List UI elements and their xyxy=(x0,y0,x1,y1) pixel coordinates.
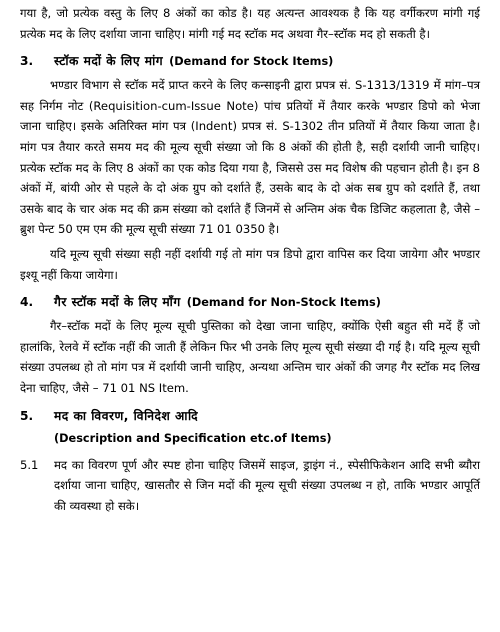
section-5-1-item xyxy=(20,455,480,517)
section-4-heading xyxy=(20,291,480,314)
section-3-heading xyxy=(20,50,480,73)
section-5-1-number: 5.1 xyxy=(20,457,39,472)
section-5-1-text: मद का विवरण पूर्ण और स्पष्ट होना चाहिए जिसमें साइज, ड्राइंग नं., स्पेसीफिकेशन आदि सभी ब्यौरा दर्शाया जाना चाहिए, खासतौर से जिन मदों की मूल्य सूची संख्या उपलब्ध न हो, ताकि भण्डार आपूर्ति की व्यवस्था हो सके। xyxy=(54,457,480,513)
intro-paragraph: गया है, जो प्रत्येक वस्तु के लिए 8 अंकों का कोड है। यह अत्यन्त आवश्यक है कि यह वर्गीकरण मांगी गई प्रत्येक मद के लिए दर्शाया जाना चाहिए। मांगी गई मद स्टॉक मद अथवा गैर–स्टॉक मद हो सकती है। xyxy=(20,6,480,41)
section-3-paragraph-1: भण्डार विभाग से स्टॉक मदें प्राप्त करने के लिए कन्साइनी द्वारा प्रपत्र सं. S-1313/1319 में मांग–पत्र सह निर्गम नोट (Requisition-cum-Issue Note) पांच प्रतियों में तैयार करके भण्डार डिपो को भेजा जाना चाहिए। इसके अतिरिक्त मांग पत्र (Indent) प्रपत्र सं. S-1302 तीन प्रतियों में तैयार किया जाता है। मांग पत्र तैयार करते समय मद की मूल्य सूची संख्या जो कि 8 अंकों की होती है, सही दर्शायी जानी चाहिए। प्रत्येक स्टॉक मद के लिए 8 अंकों का एक कोड दिया गया है, जिससे उस मद विशेष की पहचान होती है। इन 8 अंकों में, बांयी ओर से पहले के दो अंक ग्रुप को दर्शाते हैं, उसके बाद के दो अंक सब ग्रुप को दर्शाते हैं, तथा उसके बाद के चार अंक मद की क्रम संख्या को दर्शाते हैं जिनमें से अन्तिम अंक चैक डिजिट कहलाता है, जैसे – ब्रुश पेन्ट 50 एम एम की मूल्य सूची संख्या 71 01 0350 है। xyxy=(20,78,480,237)
section-4-paragraph-1: गैर–स्टॉक मदों के लिए मूल्य सूची पुस्तिका को देखा जाना चाहिए, क्योंकि ऐसी बहुत सी मदें हैं जो हालांकि, रेलवे में स्टॉक नहीं की जाती हैं लेकिन फिर भी उनके लिए मूल्य सूची संख्या दी गई है। यदि मूल्य सूची संख्या उपलब्ध हो तो मांग पत्र में दर्शायी जानी चाहिए, अन्यथा अन्तिम चार अंकों की जगह गैर स्टॉक मद लिख देना चाहिए, जैसे – 71 01 NS Item. xyxy=(20,319,480,395)
section-5-number: 5. xyxy=(20,408,34,423)
section-5-title-hindi: मद का विवरण, विनिदेश आदि xyxy=(54,408,199,423)
section-3-title-english: (Demand for Stock Items) xyxy=(169,55,334,69)
section-5-title-english: (Description and Specification etc.of Items) xyxy=(54,431,332,445)
section-3-paragraph-2: यदि मूल्य सूची संख्या सही नहीं दर्शायी गई तो मांग पत्र डिपो द्वारा वापिस कर दिया जायेगा और भण्डार इश्यू नहीं किया जायेगा। xyxy=(20,246,480,282)
section-3-number: 3. xyxy=(20,54,34,69)
section-4-title-hindi: गैर स्टॉक मदों के लिए माँग xyxy=(54,295,181,310)
section-5-heading xyxy=(20,405,480,427)
section-4-title-english: (Demand for Non-Stock Items) xyxy=(186,296,381,310)
section-4-number: 4. xyxy=(20,295,34,310)
section-3-title-hindi: स्टॉक मदों के लिए मांग xyxy=(54,54,164,69)
